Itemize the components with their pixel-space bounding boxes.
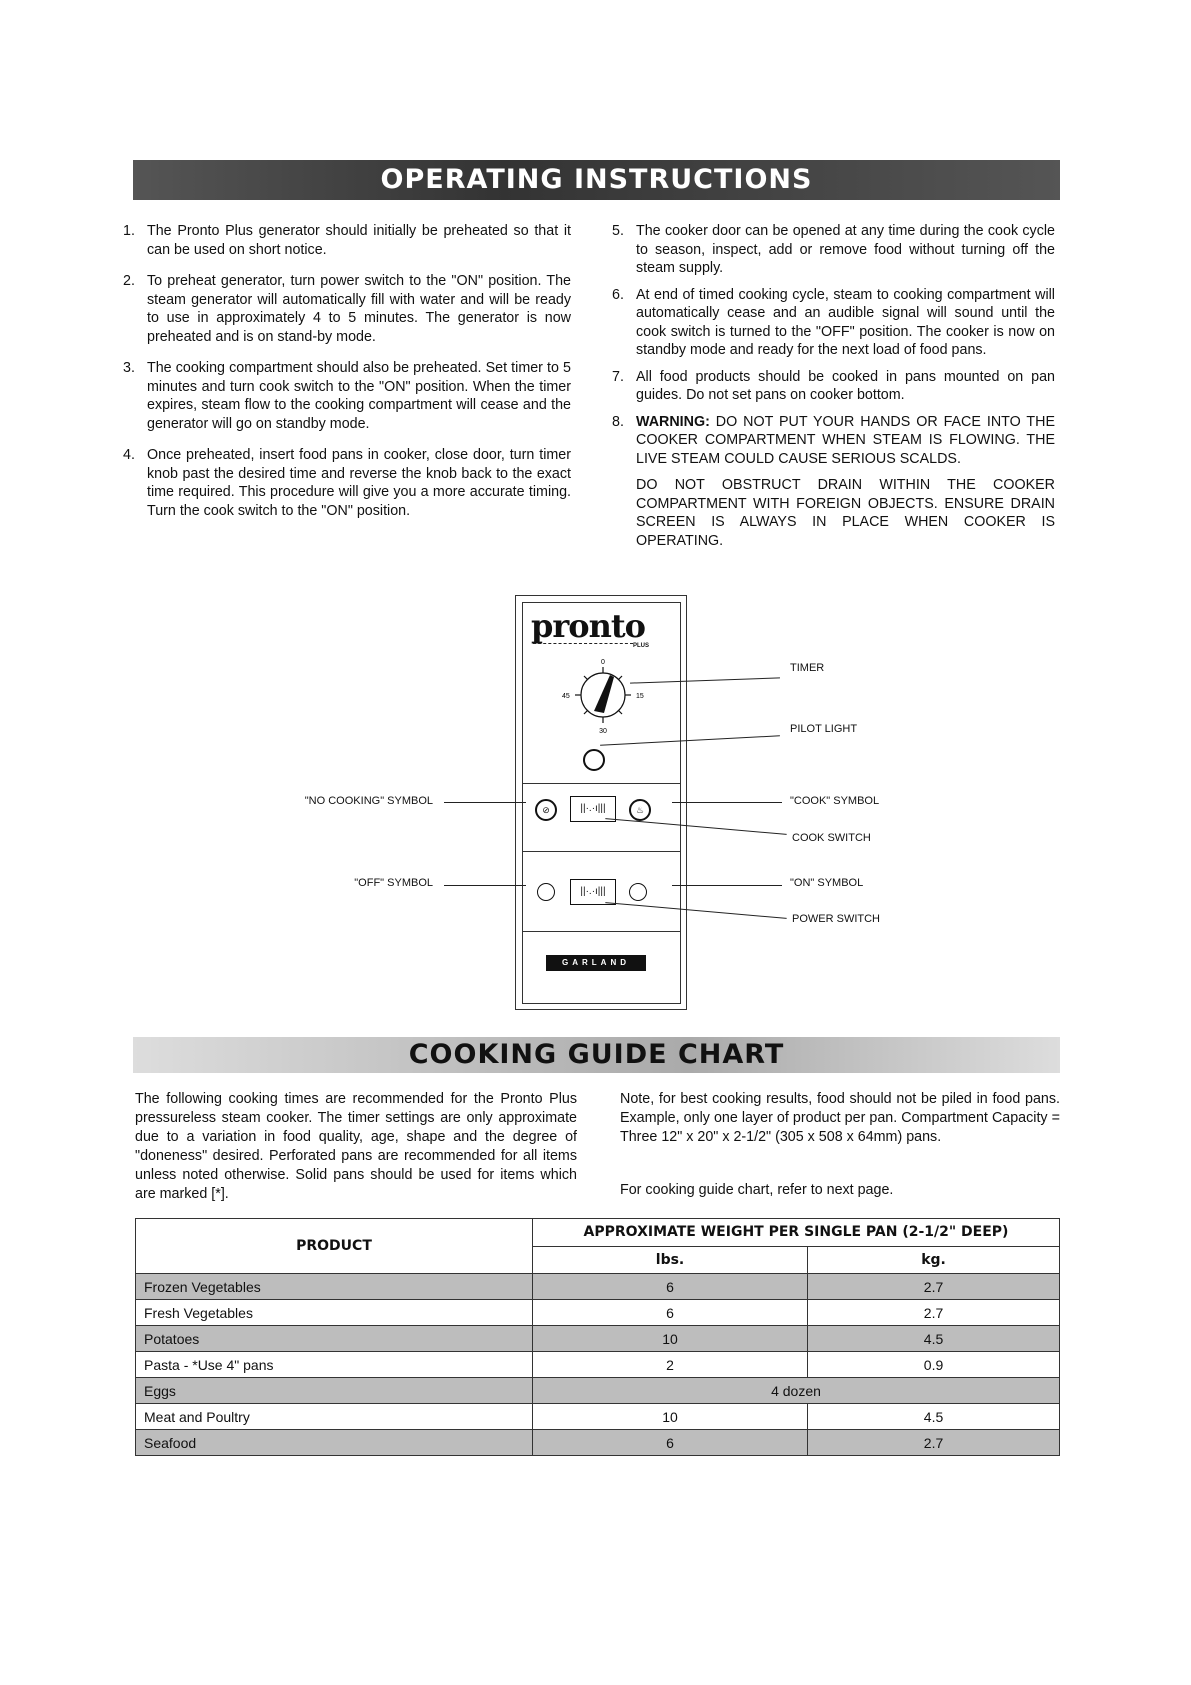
kg-cell: 2.7 [808,1274,1060,1300]
item-number: 4. [123,447,135,463]
table-row [136,1378,1060,1404]
header-lbs: lbs. [533,1246,808,1274]
product-cell: Frozen Vegetables [136,1274,533,1300]
item-number: 5. [612,223,624,239]
header-kg: kg. [808,1246,1060,1274]
table-row [136,1274,1060,1300]
divider [523,783,680,784]
logo-underline [533,643,633,644]
plus-logo: PLUS [633,643,650,649]
lbs-cell: 6 [533,1430,808,1456]
item-number: 3. [123,360,135,376]
power-switch[interactable]: ||·.·ı||| [570,879,616,905]
item-text: All food products should be cooked in pans mounted on pan guides. Do not set pans on cooker bottom. [636,368,1055,403]
dial-30: 30 [599,728,607,735]
warning-body: DO NOT PUT YOUR HANDS OR FACE INTO THE COOKER COMPARTMENT WHEN STEAM IS FLOWING. THE LIVE STEAM COULD CAUSE SERIOUS SCALDS. [636,413,1055,467]
leader-line [672,885,782,886]
instruction-item [123,272,571,346]
drain-note: DO NOT OBSTRUCT DRAIN WITHIN THE COOKER COMPARTMENT WITH FOREIGN OBJECTS. ENSURE DRAIN SCREEN IS ALWAYS IN PLACE WHEN COOKER IS OPERATING. [636,477,1055,549]
item-text: The Pronto Plus generator should initially be preheated so that it can be used on short notice. [147,223,571,258]
kg-cell: 2.7 [808,1430,1060,1456]
cooking-guide-title: COOKING GUIDE CHART [133,1037,1060,1073]
power-switch-label: POWER SWITCH [792,913,880,925]
instructions-right [612,222,1055,550]
cook-symbol-icon: ♨ [629,799,651,821]
warning-item [612,413,1055,469]
timer-label: TIMER [790,662,825,674]
leader-line [672,802,782,803]
cook-switch[interactable]: ||·.·ı||| [570,796,616,822]
kg-cell: 4.5 [808,1404,1060,1430]
instruction-item [123,359,571,433]
timer-dial[interactable] [548,651,658,741]
item-text: The cooker door can be opened at any time during the cook cycle to season, inspect, add or remove food without turning off the steam supply. [636,223,1055,276]
off-symbol-icon [537,883,555,901]
kg-cell: 4.5 [808,1326,1060,1352]
item-number: 6. [612,286,624,303]
kg-cell: 2.7 [808,1300,1060,1326]
table-row [136,1300,1060,1326]
leader-line [444,885,526,886]
item-number: 1. [123,223,135,239]
lbs-cell: 10 [533,1326,808,1352]
kg-cell: 0.9 [808,1352,1060,1378]
leader-line [444,802,526,803]
on-symbol-icon [629,883,647,901]
lbs-cell: 6 [533,1300,808,1326]
warning-text [636,413,1055,469]
operating-instructions-title: OPERATING INSTRUCTIONS [133,160,1060,200]
instruction-item [612,286,1055,360]
instruction-item [123,222,571,259]
control-panel [515,595,687,1010]
guide-reference: For cooking guide chart, refer to next page. [620,1182,894,1198]
weight-table [135,1218,1060,1456]
header-product: PRODUCT [136,1219,533,1274]
cook-symbol-label: "COOK" SYMBOL [790,795,880,807]
lbs-cell: 10 [533,1404,808,1430]
header-weight: APPROXIMATE WEIGHT PER SINGLE PAN (2-1/2" DEEP) [533,1219,1060,1247]
dial-45: 45 [562,693,570,700]
table-row [136,1352,1060,1378]
warning-label: WARNING: [636,413,710,430]
instruction-item [612,368,1055,405]
item-text: To preheat generator, turn power switch to the "ON" position. The steam generator will automatically fill with water and will be ready to use in approximately 4 to 5 minutes. The generator is now preheated and is on stand-by mode. [147,273,571,345]
product-cell: Potatoes [136,1326,533,1352]
panel-inner [522,602,681,1004]
lbs-cell: 2 [533,1352,808,1378]
instruction-item [123,446,571,520]
pronto-logo: pronto [531,607,645,645]
table-row [136,1404,1060,1430]
table-row [136,1326,1060,1352]
item-number: 8. [612,413,624,430]
guide-note: Note, for best cooking results, food should not be piled in food pans. Example, only one layer of product per pan. Compartment Capacity = Three 12" x 20" x 2-1/2" (305 x 508 x 64mm) pans. [620,1091,1060,1145]
pilot-light-label: PILOT LIGHT [790,723,858,735]
table-row [136,1430,1060,1456]
item-text: The cooking compartment should also be preheated. Set timer to 5 minutes and turn cook switch to the "ON" position. When the timer expires, steam flow to the cooking compartment will cease and the generator will go on standby mode. [147,360,571,432]
product-cell: Pasta - *Use 4" pans [136,1352,533,1378]
item-number: 2. [123,273,135,289]
item-text: Once preheated, insert food pans in cooker, close door, turn timer knob past the desired time and reverse the knob back to the exact time required. This procedure will give you a more accurate timing. Turn the cook switch to the "ON" position. [147,447,571,519]
garland-logo: GARLAND [546,955,646,971]
instruction-item [612,222,1055,278]
guide-intro: The following cooking times are recommended for the Pronto Plus pressureless steam cooker. The timer settings are only approximate due to a variation in food quality, age, shape and the degree of "doneness" desired. Perforated pans are recommended for all items unless noted otherwise. Solid pans should be used for items which are marked [*]. [135,1091,577,1202]
item-number: 7. [612,368,624,385]
no-cooking-symbol-label: "NO COOKING" SYMBOL [304,795,433,807]
product-cell: Eggs [136,1378,533,1404]
product-cell: Seafood [136,1430,533,1456]
on-symbol-label: "ON" SYMBOL [790,877,864,889]
item-text: At end of timed cooking cycle, steam to cooking compartment will automatically cease and an audible signal will sound until the cook switch is turned to the "OFF" position. The cooker is now on standby mode and ready for the next load of food pans. [636,286,1055,358]
pilot-light [583,749,605,771]
product-cell: Fresh Vegetables [136,1300,533,1326]
product-cell: Meat and Poultry [136,1404,533,1430]
divider [523,851,680,852]
instructions-left [123,222,571,533]
dial-0: 0 [601,659,605,666]
cook-switch-label: COOK SWITCH [792,832,871,844]
divider [523,931,680,932]
no-cooking-symbol-icon: ⊘ [535,799,557,821]
dial-15: 15 [636,693,644,700]
off-symbol-label: "OFF" SYMBOL [354,877,433,889]
quantity-cell: 4 dozen [533,1378,1060,1404]
lbs-cell: 6 [533,1274,808,1300]
